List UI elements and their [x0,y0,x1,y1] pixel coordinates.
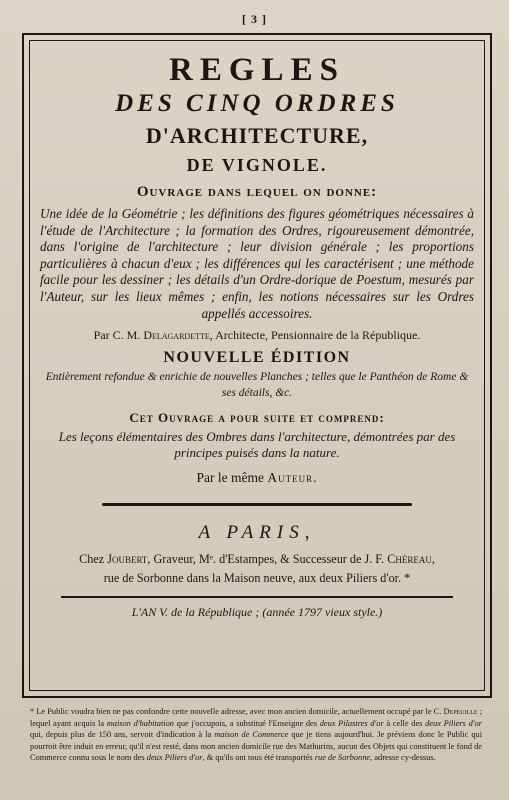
footnote-text-5: qui, depuis plus de 150 ans, servoit d'indication à la [30,730,212,740]
suite-heading: Cet Ouvrage a pour suite et comprend: [129,410,385,426]
footnote-text-4: à celle des [386,718,423,728]
same-author-word: Auteur. [267,470,318,486]
author-suffix: , Architecte, Pensionnaire de la République. [209,328,421,343]
footnote-name: Depeuille [443,707,478,716]
footnote-italic-2: deux Pilastres d'or [319,718,384,728]
publication-date: L'AN V. de la République ; (année 1797 vieux style.) [131,605,383,620]
footnote-italic-3: deux Piliers d'or [425,718,483,728]
imprint-predecessor-name: Chéreau [387,552,432,567]
description: Une idée de la Géométrie ; les définitions des figures géométriques nécessaires à l'étude de l'Architecture ; la formation des Ordres, rigoureusement démontrée, dans l'origine de l'architecture ; leur division générale ; les proportions particulières à chacun d'eux ; les différences qui les caractérisent ; une méthode facile pour les dessiner ; les détails d'un Ordre-dorique de Poestum, mesurés par l'Auteur, sur les lieux mêmes ; enfin, les notions nécessaires sur les Ordres appellés accessoires. [40,206,474,321]
author-line [40,325,474,345]
ornamental-rule [102,503,412,506]
edition-text: Entièrement refondue & enrichie de nouvelles Planches ; telles que le Panthéon de Rome & ses détails, &c. [45,371,469,400]
footnote-text-6: que je tiens aujourd'hui. Je préviens donc le Public qui pourroit être induit en erreur, qu'il n'est resté, dans mon ancien domicile rue des Mathurins, aucun des Objets qui constituent le fond de Commerce connu sous le nom des [30,730,483,763]
footnote-italic-1: maison d'habitation [106,718,174,728]
footnote [30,706,482,764]
imprint-comma: , [431,552,435,567]
footnote-italic-5: deux Piliers d'or [146,753,203,763]
same-author-line [40,467,474,489]
date-rule [61,596,453,598]
subtitle: Ouvrage dans lequel on donne: [136,184,378,200]
footnote-italic-6: rue de Sorbonne [314,753,371,763]
title-block [40,48,474,622]
same-author-prefix: Par le même [196,470,264,486]
title-line-1: REGLES [169,52,345,88]
title-line-4: DE VIGNOLE. [186,155,328,175]
page-number: [ 3 ] [242,12,267,26]
edition-heading: NOUVELLE ÉDITION [163,349,351,367]
footnote-italic-4: maison de Commerce [214,730,289,740]
imprint-chez: Chez [79,552,105,567]
footnote-text-1: * Le Public voudra bien ne pas confondre cette nouvelle adresse, avec mon ancien domicile, actuellement occupé par le C. [30,707,442,716]
footnote-text-2: ; lequel ayant acquis la [30,707,483,728]
author-prefix: Par C. M. [93,328,141,343]
imprint-publisher-name: Joubert [107,552,148,567]
imprint-city: A PARIS, [198,522,316,544]
author-name: Delagardette [143,328,210,343]
imprint-line-2: rue de Sorbonne dans la Maison neuve, aux deux Piliers d'or. * [103,571,411,586]
suite-text: Les leçons élémentaires des Ombres dans l'architecture, démontrées par des principes puisés dans la nature. [58,429,456,461]
title-line-3: D'ARCHITECTURE, [145,123,369,148]
footnote-text-3: que j'occupois, a substitué l'Enseigne des [176,718,318,728]
imprint-line-1 [40,550,474,569]
title-line-2: DES CINQ ORDRES [115,90,399,117]
imprint-trade: , Graveur, Mᵉ. d'Estampes, & Successeur de J. F. [147,552,385,567]
footnote-text-7: , & qu'ils ont tous été transportés [202,753,313,763]
footnote-text-8: , adresse cy-dessus. [370,753,436,763]
